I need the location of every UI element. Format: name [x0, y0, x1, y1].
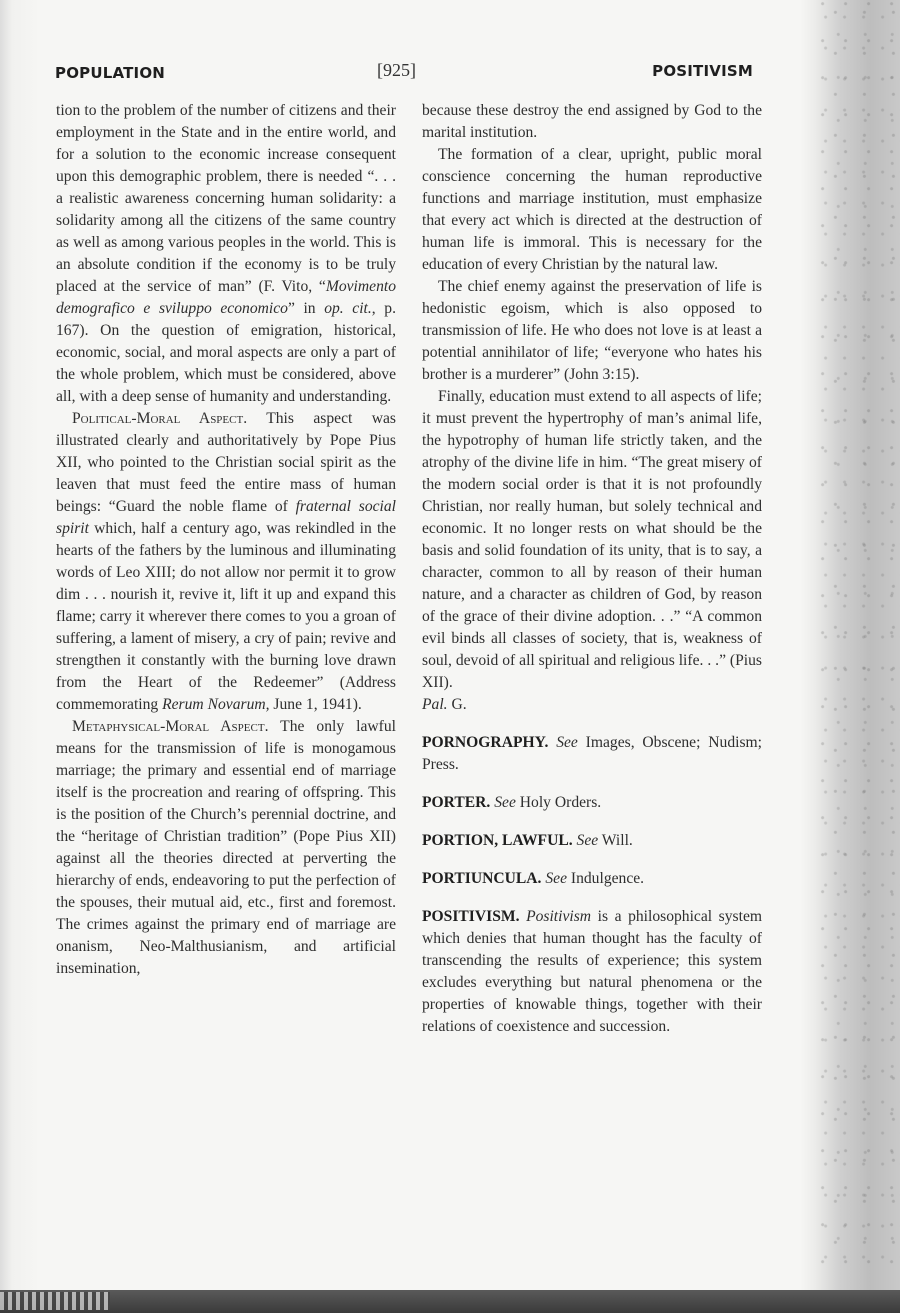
paragraph-metaphysical-moral-aspect: Metaphysical-Moral Aspect. The only lawful means for the transmission of life is monogamous marriage; the primary and essential end of marriage itself is the procreation and rearing of offspring. This is the position of the Church’s perennial doctrine, and the “heritage of Christian tradition” (Pope Pius XII) against all the theories directed at perverting the hierarchy of ends, endeavoring to put the perfection of the spouses, their mutual aid, etc., first and foremost. The crimes against the primary end of marriage are onanism, Neo-Malthusianism, and artificial insemination,: [56, 718, 396, 977]
book-spine-shadow: [818, 0, 900, 1265]
entry-headword: PORTIUNCULA.: [422, 870, 542, 887]
section-heading: Political-Moral Aspect.: [72, 410, 248, 427]
right-column: [422, 100, 762, 1038]
entry-headword: PORTION, LAWFUL.: [422, 832, 573, 849]
paragraph-moral-conscience: The formation of a clear, upright, public moral conscience concerning the human reproductive functions and marriage institution, must emphasize that every act which is directed at the destruction of human life is immoral. This is necessary for the education of every Christian by the natural law.: [422, 146, 762, 273]
paragraph-demographic-solidarity: tion to the problem of the number of citizens and their employment in the State and in the entire world, and for a solution to the economic increase consequent upon this demographic problem, there is needed “. . . a realistic awareness concerning human solidarity: a solidarity among all the citizens of the same country as well as among various peoples in the world. This is an absolute condition if the economy is to be truly placed at the service of man” (F. Vito, “Movimento demografico e sviluppo economico” in op. cit., p. 167). On the question of emigration, historical, economic, social, and moral aspects are only a part of the whole problem, which must be considered, above all, with a deep sense of humanity and understanding.: [56, 102, 396, 405]
dictionary-entry-portiuncula: PORTIUNCULA. See Indulgence.: [422, 870, 645, 887]
section-heading: Metaphysical-Moral Aspect.: [72, 718, 269, 735]
left-column: [56, 100, 396, 980]
running-head-right: POSITIVISM: [652, 62, 753, 80]
paragraph-hedonistic-egoism: The chief enemy against the preservation of life is hedonistic egoism, which is also opposed to transmission of life. He who does not love is at least a potential annihilator of life; “everyone who hates his brother is a murderer” (John 3:15).: [422, 278, 762, 383]
paragraph-education: Finally, education must extend to all aspects of life; it must prevent the hypertrophy of man’s animal life, the hypotrophy of human life strictly taken, and the atrophy of the divine life in him. “The great misery of the modern social order is that it is not profoundly Christian, nor really human, but solely technical and economic. It no longer rests on what should be the basis and solid foundation of its unity, that is to say, a character, common to all by reason of their human nature, and a character as children of God, by reason of the grace of their divine adoption. . .” “A common evil binds all classes of society, that is, weakness of soul, devoid of all spiritual and religious life. . .” (Pius XII).: [422, 388, 762, 691]
author-signature: Pal. G.: [422, 696, 467, 713]
page-header: [55, 58, 755, 84]
paragraph-continuation: because these destroy the end assigned by God to the marital institution.: [422, 102, 762, 141]
page-edge-pattern: [0, 1292, 110, 1310]
entry-headword: PORNOGRAPHY.: [422, 734, 549, 751]
page-number: [925]: [377, 60, 416, 80]
running-head-left: POPULATION: [55, 64, 166, 82]
entry-headword: PORTER.: [422, 794, 491, 811]
entry-headword: POSITIVISM.: [422, 908, 520, 925]
dictionary-entry-porter: PORTER. See Holy Orders.: [422, 794, 602, 811]
paragraph-political-moral-aspect: Political-Moral Aspect. This aspect was illustrated clearly and authoritatively by Pope Pius XII, who pointed to the Christian social spirit as the leaven that must feed the entire mass of human beings: “Guard the noble flame of fraternal social spirit which, half a century ago, was rekindled in the hearts of the fathers by the luminous and illuminating words of Leo XIII; do not allow nor permit it to grow dim . . . nourish it, revive it, lift it up and expand this flame; carry it wherever there comes to you a groan of suffering, a lament of misery, a cry of pain; revive and strengthen it constantly with the burning love drawn from the Heart of the Redeemer” (Address commemorating Rerum Novarum, June 1, 1941).: [56, 410, 396, 713]
dictionary-entry-pornography: PORNOGRAPHY. See Images, Obscene; Nudism; Press.: [422, 734, 762, 773]
dictionary-entry-portion-lawful: PORTION, LAWFUL. See Will.: [422, 832, 633, 849]
page-bottom-edge: [0, 1290, 900, 1313]
dictionary-entry-positivism: POSITIVISM. Positivism is a philosophical system which denies that human thought has the faculty of transcending the results of experience; this system excludes everything but natural phenomena or the properties of knowable things, together with their relations of coexistence and succession.: [422, 908, 762, 1035]
